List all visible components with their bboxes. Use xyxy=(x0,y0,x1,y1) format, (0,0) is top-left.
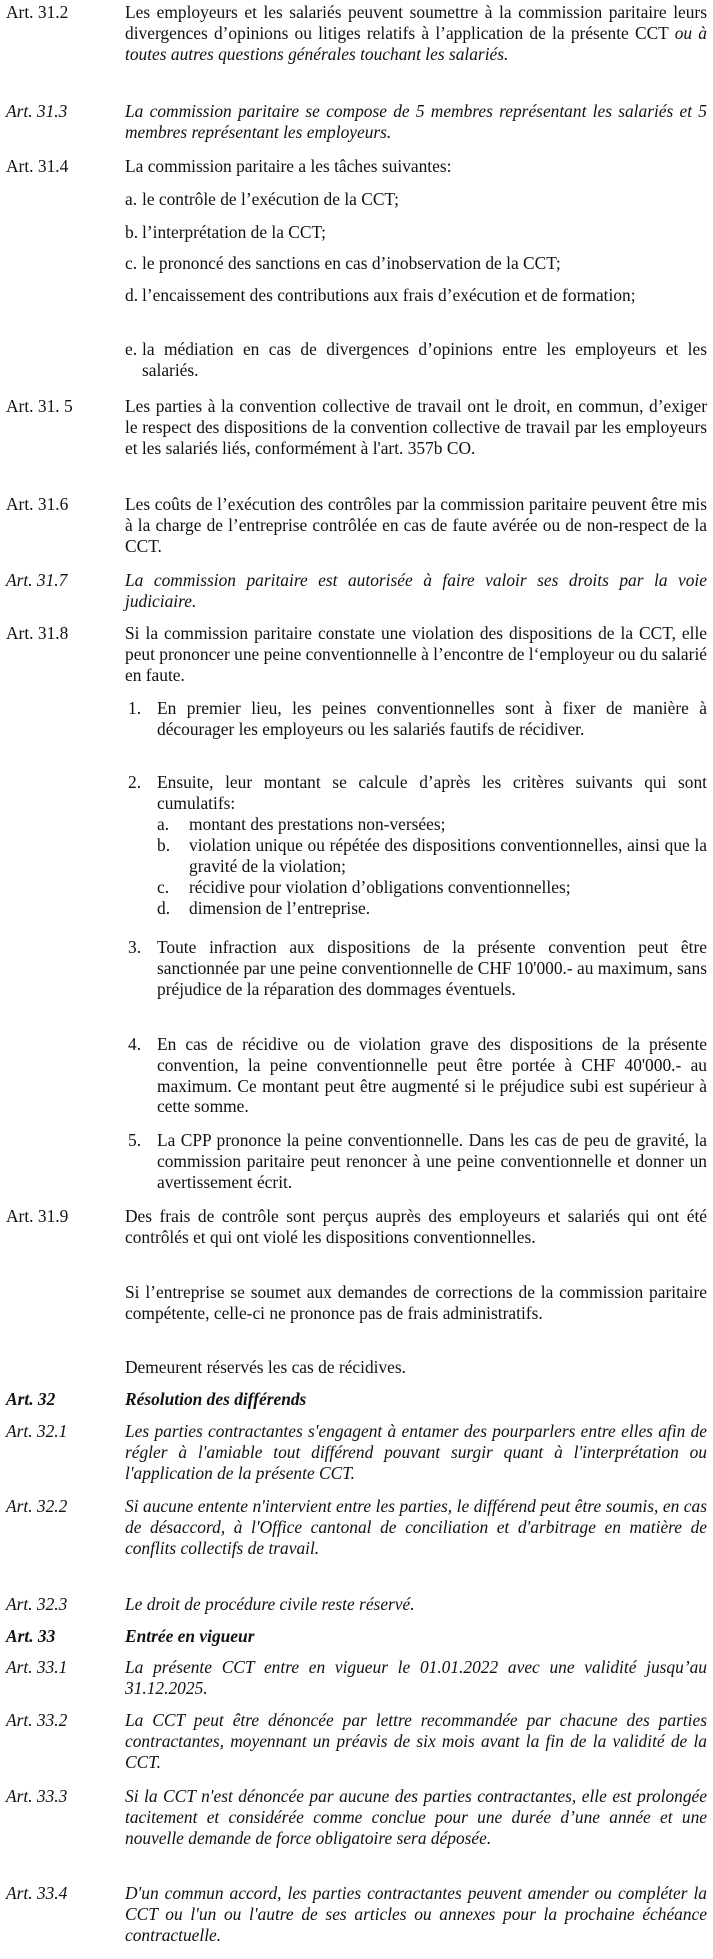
list-item-text: le prononcé des sanctions en cas d’inobservation de la CCT; xyxy=(142,253,561,273)
list-item-text: Ensuite, leur montant se calcule d’après les critères suivants qui sont cumulatifs: xyxy=(157,772,707,813)
article-number: Art. 31.6 xyxy=(6,494,69,514)
article-text: La commission paritaire se compose de 5 membres représentant les salariés et 5 membres représentant les employeurs. xyxy=(125,101,707,142)
section-title: Résolution des différends xyxy=(125,1389,307,1409)
article-text xyxy=(125,2,707,64)
sub-list-item-text: montant des prestations non-versées; xyxy=(189,814,446,834)
list-item-text: la médiation en cas de divergences d’opinions entre les employeurs et les salariés. xyxy=(142,339,707,380)
article-number: Art. 32.2 xyxy=(6,1496,68,1516)
article-text: La commission paritaire a les tâches suivantes: xyxy=(125,156,452,176)
article-text: Si la commission paritaire constate une violation des dispositions de la CCT, elle peut prononcer une peine conventionnelle à l’encontre de l‘employeur ou du salarié en faute. xyxy=(125,623,707,685)
article-text-italic: ou à toutes autres questions générales touchant les salariés. xyxy=(125,22,708,64)
article-text: Les coûts de l’exécution des contrôles par la commission paritaire peuvent être mis à la charge de l’entreprise contrôlée en cas de faute avérée ou de non-respect de la CCT. xyxy=(125,494,707,556)
list-item-label: a. xyxy=(125,189,138,209)
article-text: Si aucune entente n'intervient entre les parties, le différend peut être soumis, en cas de désaccord, à l'Office cantonal de conciliation et d'arbitrage en matière de conflits collectifs de travail. xyxy=(125,1496,707,1558)
sub-list-item-text: violation unique ou répétée des dispositions conventionnelles, ainsi que la gravité de la violation; xyxy=(189,835,707,876)
article-text-normal: Les employeurs et les salariés peuvent soumettre à la commission paritaire leurs divergences d’opinions ou litiges relatifs à l’application de la présente CCT xyxy=(125,2,707,43)
list-item-text: l’interprétation de la CCT; xyxy=(142,222,327,242)
article-number: Art. 31.3 xyxy=(6,101,68,121)
article-text: D'un commun accord, les parties contractantes peuvent amender ou compléter la CCT ou l'un ou l'autre de ses articles ou annexes pour la prochaine échéance contractuelle. xyxy=(125,1883,707,1945)
sub-list-item-label: a. xyxy=(157,814,170,834)
list-item-text: l’encaissement des contributions aux frais d’exécution et de formation; xyxy=(142,285,636,305)
article-text: Des frais de contrôle sont perçus auprès des employeurs et salariés qui ont été contrôlés et qui ont violé les dispositions conventionnelles. xyxy=(125,1206,707,1247)
section-number: Art. 32 xyxy=(6,1389,56,1409)
article-number: Art. 32.1 xyxy=(6,1421,68,1441)
sub-list-item-text: dimension de l’entreprise. xyxy=(189,898,371,918)
list-item-text: La CPP prononce la peine conventionnelle. Dans les cas de peu de gravité, la commission paritaire peut renoncer à une peine conventionnelle et donner un avertissement écrit. xyxy=(157,1130,707,1192)
article-text: Le droit de procédure civile reste réservé. xyxy=(125,1594,415,1614)
sub-list-item-text: récidive pour violation d’obligations conventionnelles; xyxy=(189,877,571,897)
article-text: La CCT peut être dénoncée par lettre recommandée par chacune des parties contractantes, moyennant un préavis de six mois avant la fin de la validité de la CCT. xyxy=(125,1710,707,1772)
list-item-text: Toute infraction aux dispositions de la présente convention peut être sanctionnée par une peine conventionnelle de CHF 10'000.- au maximum, sans préjudice de la réparation des dommages éventuels. xyxy=(157,937,707,999)
article-number: Art. 33.4 xyxy=(6,1883,68,1903)
article-number: Art. 31.2 xyxy=(6,2,69,22)
list-item-text: En cas de récidive ou de violation grave des dispositions de la présente convention, la peine conventionnelle peut être portée à CHF 40'000.- au maximum. Ce montant peut être augmenté si le préjudice subi est supérieur à cette somme. xyxy=(157,1034,707,1117)
list-item-label: 2. xyxy=(128,772,142,792)
list-item-label: c. xyxy=(125,253,138,273)
article-text: Si la CCT n'est dénoncée par aucune des parties contractantes, elle est prolongée tacitement et considérée comme conclue pour une durée d’une année et une nouvelle demande de force obligatoire sera déposée. xyxy=(125,1786,707,1848)
list-item-label: 3. xyxy=(128,937,142,957)
list-item-text: le contrôle de l’exécution de la CCT; xyxy=(142,189,399,209)
article-text: La commission paritaire est autorisée à faire valoir ses droits par la voie judiciaire. xyxy=(125,570,707,611)
article-number: Art. 31.4 xyxy=(6,156,69,176)
article-number: Art. 31.7 xyxy=(6,570,68,590)
list-item-label: d. xyxy=(125,285,139,305)
list-item-label: 4. xyxy=(128,1034,142,1054)
sub-list-item-label: b. xyxy=(157,835,171,855)
section-number: Art. 33 xyxy=(6,1626,56,1646)
list-item-label: b. xyxy=(125,222,139,242)
article-number: Art. 33.2 xyxy=(6,1710,68,1730)
section-title: Entrée en vigueur xyxy=(125,1626,255,1646)
article-text: Si l’entreprise se soumet aux demandes de corrections de la commission paritaire compétente, celle-ci ne prononce pas de frais administratifs. xyxy=(125,1282,707,1323)
article-text: Les parties à la convention collective de travail ont le droit, en commun, d’exiger le respect des dispositions de la convention collective de travail par les employeurs et les salariés liés, conformément à l'art. 357b CO. xyxy=(125,396,707,458)
sub-list-item-label: c. xyxy=(157,877,170,897)
article-text: Les parties contractantes s'engagent à entamer des pourparlers entre elles afin de régler à l'amiable tout différend pouvant surgir quant à l'interprétation ou l'application de la présente CCT. xyxy=(125,1421,707,1483)
article-number: Art. 33.1 xyxy=(6,1657,68,1677)
list-item-label: e. xyxy=(125,339,138,359)
list-item-label: 1. xyxy=(128,698,142,718)
article-number: Art. 33.3 xyxy=(6,1786,68,1806)
list-item-label: 5. xyxy=(128,1130,142,1150)
article-number: Art. 31.9 xyxy=(6,1206,69,1226)
article-text: La présente CCT entre en vigueur le 01.01.2022 avec une validité jusqu’au 31.12.2025. xyxy=(125,1657,707,1698)
sub-list-item-label: d. xyxy=(157,898,171,918)
article-number: Art. 32.3 xyxy=(6,1594,68,1614)
list-item-text: En premier lieu, les peines conventionnelles sont à fixer de manière à décourager les employeurs ou les salariés fautifs de récidiver. xyxy=(157,698,707,739)
article-number: Art. 31.8 xyxy=(6,623,69,643)
article-number: Art. 31. 5 xyxy=(6,396,73,416)
article-text: Demeurent réservés les cas de récidives. xyxy=(125,1357,407,1377)
